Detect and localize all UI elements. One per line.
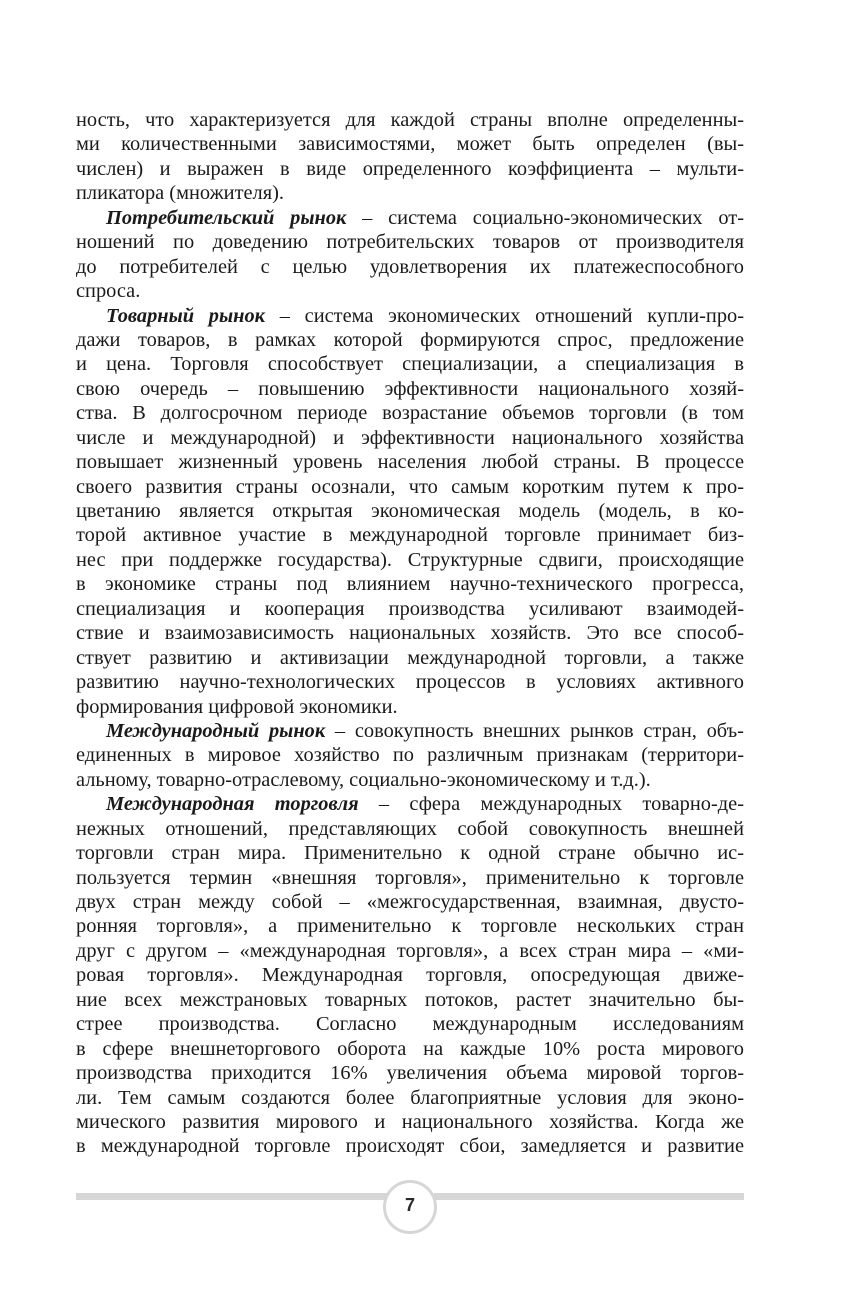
text-line: развитию научно-технологических процессов в условиях активного <box>76 671 744 694</box>
text-line: стрее производства. Согласно международным исследованиям <box>76 1013 744 1036</box>
text-line: ствует развитию и активизации международной торговли, а также <box>76 646 744 669</box>
text-line: альному, товарно-отраслевому, социально-экономическому и т.д.). <box>76 768 651 791</box>
text-line: единенных в мировое хозяйство по различным признакам (территори- <box>76 744 744 767</box>
defined-term: Потребительский рынок <box>106 206 347 229</box>
defined-term: Международная торговля <box>106 793 359 816</box>
footer-rule-right <box>434 1193 744 1200</box>
text-line: пользуется термин «внешняя торговля», применительно к торговле <box>76 866 744 889</box>
text-line: ствие и взаимозависимость национальных хозяйств. Это все способ- <box>76 622 744 645</box>
text-line: своего развития страны осознали, что самым коротким путем к про- <box>76 475 744 498</box>
text-line: друг с другом – «международная торговля», а всех стран мира – «ми- <box>76 939 744 962</box>
text-line: формирования цифровой экономики. <box>76 695 398 718</box>
text-line: нежных отношений, представляющих собой совокупность внешней <box>76 817 744 840</box>
paragraph-definition <box>76 719 744 792</box>
text-line: в сфере внешнеторгового оборота на каждые 10% роста мирового <box>76 1037 744 1060</box>
text-line: ли. Тем самым создаются более благоприятные условия для эконо- <box>76 1086 744 1109</box>
text-line: производства приходится 16% увеличения объема мировой торгов- <box>76 1062 744 1085</box>
definition-text: – система экономических отношений купли-про- <box>265 304 744 327</box>
definition-text: – система социально-экономических от- <box>346 206 745 229</box>
text-line: числе и международной) и эффективности национального хозяйства <box>76 426 744 449</box>
defined-term: Международный рынок <box>106 719 326 742</box>
text-line: и цена. Торговля способствует специализации, а специализация в <box>76 353 744 376</box>
footer-rule-left <box>76 1193 389 1200</box>
paragraph-definition <box>76 206 744 304</box>
defined-term: Товарный рынок <box>106 304 266 327</box>
text-line: мического развития мирового и национального хозяйства. Когда же <box>76 1110 744 1133</box>
text-line: пликатора (множителя). <box>76 182 284 205</box>
text-line-with-term <box>76 206 744 230</box>
text-line: дажи товаров, в рамках которой формируются спрос, предложение <box>76 328 744 351</box>
paragraph-definition <box>76 304 744 719</box>
paragraph <box>76 108 744 206</box>
text-line: спроса. <box>76 280 141 303</box>
text-line-with-term <box>76 304 744 328</box>
text-line: ровая торговля». Международная торговля, опосредующая движе- <box>76 964 744 987</box>
text-line: специализация и кооперация производства усиливают взаимодей- <box>76 597 744 620</box>
text-line: торговли стран мира. Применительно к одной стране обычно ис- <box>76 842 744 865</box>
text-line: двух стран между собой – «межгосударственная, взаимная, двусто- <box>76 891 744 913</box>
text-line: до потребителей с целью удовлетворения их платежеспособного <box>76 255 744 278</box>
text-line: ронняя торговля», а применительно к торговле нескольких стран <box>76 915 744 938</box>
text-line: ми количественными зависимостями, может быть определен (вы- <box>76 133 744 156</box>
definition-text: – сфера международных товарно-де- <box>358 793 744 816</box>
text-line: ства. В долгосрочном периоде возрастание объемов торговли (в том <box>76 402 744 425</box>
page-body <box>76 108 744 1159</box>
text-line-with-term <box>76 719 744 743</box>
page-number-badge <box>383 1180 437 1234</box>
text-line: в экономике страны под влиянием научно-технического прогресса, <box>76 573 744 596</box>
text-line: свою очередь – повышению эффективности национального хозяй- <box>76 377 744 400</box>
text-line: торой активное участие в международной торговле принимает биз- <box>76 524 744 547</box>
text-line: цветанию является открытая экономическая модель (модель, в ко- <box>76 500 744 522</box>
text-line: нес при поддержке государства). Структурные сдвиги, происходящие <box>76 548 744 571</box>
text-line: ношений по доведению потребительских товаров от производителя <box>76 231 744 254</box>
paragraph-definition <box>76 792 744 1159</box>
page-number: 7 <box>404 1195 415 1215</box>
text-line: ность, что характеризуется для каждой страны вполне определенны- <box>76 109 744 131</box>
text-line-with-term <box>76 792 744 816</box>
definition-text: – совокупность внешних рынков стран, объ- <box>325 719 744 742</box>
text-line: ние всех межстрановых товарных потоков, растет значительно бы- <box>76 988 744 1011</box>
text-line: числен) и выражен в виде определенного коэффициента – мульти- <box>76 157 744 180</box>
text-line: повышает жизненный уровень населения любой страны. В процессе <box>76 451 744 474</box>
text-line: в международной торговле происходят сбои, замедляется и развитие <box>76 1135 744 1158</box>
